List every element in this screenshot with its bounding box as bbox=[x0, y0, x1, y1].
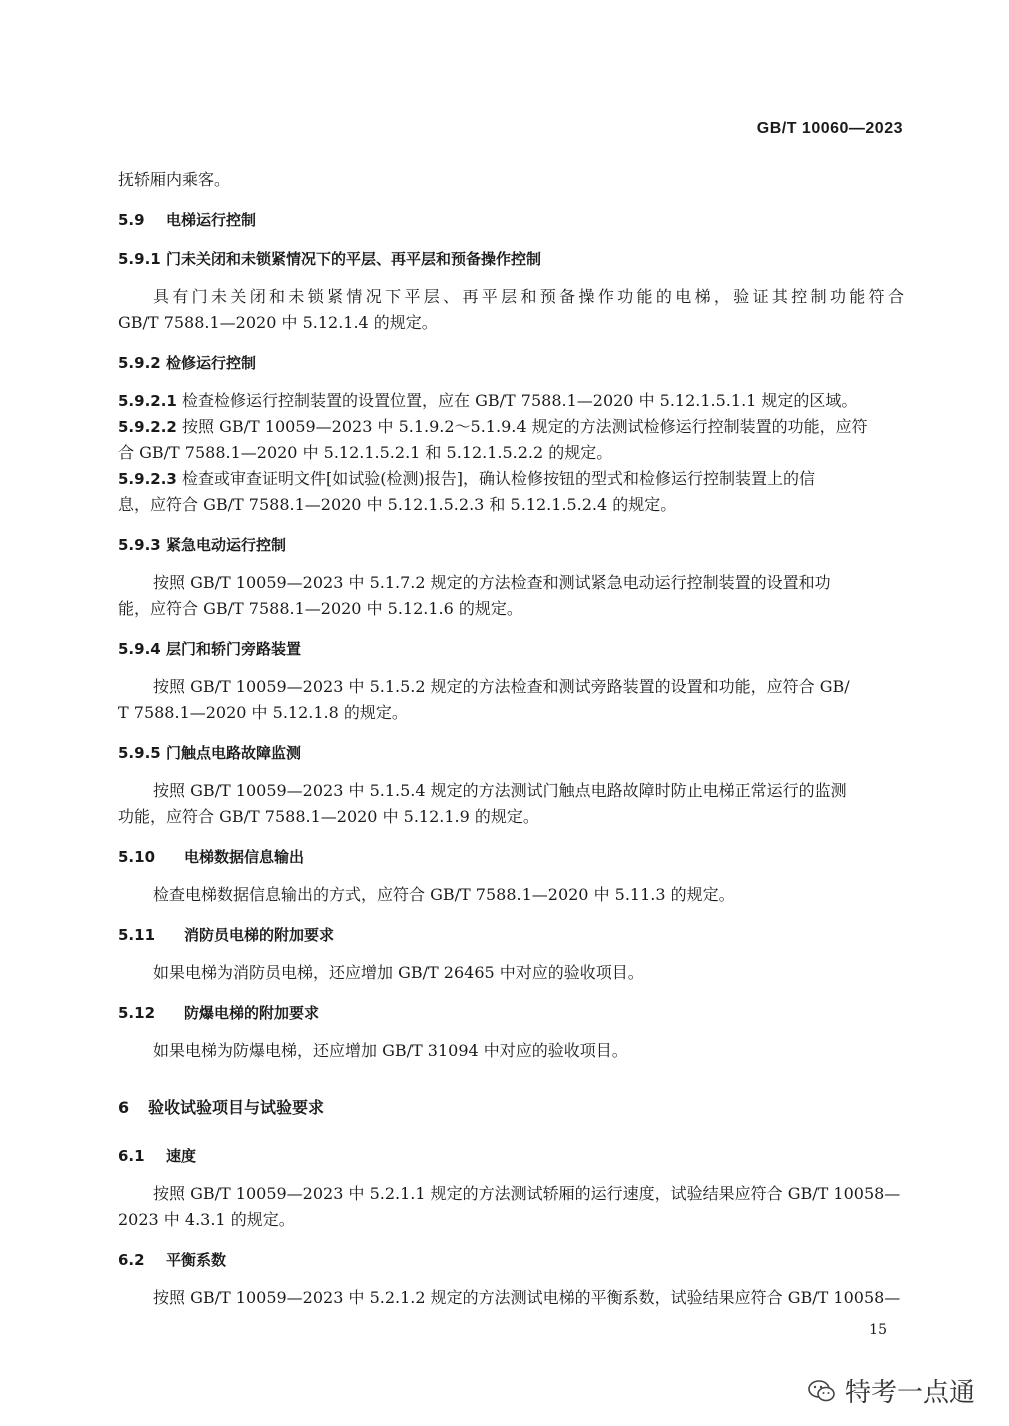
paragraph-line: 检查电梯数据信息输出的方式，应符合 GB/T 7588.1—2020 中 5.11.3 的规定。 bbox=[153, 885, 735, 904]
section-number: 5.9.5 bbox=[118, 744, 161, 762]
watermark bbox=[807, 1372, 975, 1409]
section-number: 5.9.2 bbox=[118, 354, 161, 372]
paragraph-line: 按照 GB/T 10059—2023 中 5.2.1.1 规定的方法测试轿厢的运行速度，试验结果应符合 GB/T 10058— bbox=[153, 1184, 901, 1203]
clause-number: 5.9.2.1 bbox=[118, 392, 177, 410]
paragraph-line: 按照 GB/T 10059—2023 中 5.1.5.4 规定的方法测试门触点电路故障时防止电梯正常运行的监测 bbox=[153, 781, 847, 800]
paragraph-line: 具有门未关闭和未锁紧情况下平层、再平层和预备操作功能的电梯，验证其控制功能符合 bbox=[153, 287, 904, 306]
paragraph-line: 2023 中 4.3.1 的规定。 bbox=[118, 1210, 295, 1229]
section-heading-5-9-5 bbox=[118, 742, 301, 763]
section-heading-5-11 bbox=[118, 924, 334, 945]
section-number: 6.2 bbox=[118, 1251, 145, 1269]
section-title: 速度 bbox=[166, 1147, 197, 1165]
section-title: 防爆电梯的附加要求 bbox=[184, 1004, 320, 1022]
clause-text: 检查或审查证明文件[如试验(检测)报告]，确认检修按钮的型式和检修运行控制装置上的信 bbox=[182, 469, 815, 488]
section-number: 5.9 bbox=[118, 211, 145, 229]
clause-text: 检查检修运行控制装置的设置位置，应在 GB/T 7588.1—2020 中 5.12.1.5.1.1 规定的区域。 bbox=[182, 391, 858, 410]
section-title: 门触点电路故障监测 bbox=[166, 744, 302, 762]
section-heading-5-12 bbox=[118, 1002, 319, 1023]
section-number: 6 bbox=[118, 1098, 130, 1117]
clause-5-9-2-2 bbox=[118, 417, 868, 437]
paragraph-line: 按照 GB/T 10059—2023 中 5.2.1.2 规定的方法测试电梯的平衡系数，试验结果应符合 GB/T 10058— bbox=[153, 1288, 901, 1307]
paragraph-line: 合 GB/T 7588.1—2020 中 5.12.1.5.2.1 和 5.12.1.5.2.2 的规定。 bbox=[118, 443, 613, 462]
section-title: 电梯数据信息输出 bbox=[184, 848, 305, 866]
section-number: 5.11 bbox=[118, 926, 156, 944]
section-title: 验收试验项目与试验要求 bbox=[148, 1098, 325, 1117]
paragraph-line: GB/T 7588.1—2020 中 5.12.1.4 的规定。 bbox=[118, 313, 438, 332]
section-heading-5-9-3 bbox=[118, 534, 286, 555]
paragraph-line: 功能，应符合 GB/T 7588.1—2020 中 5.12.1.9 的规定。 bbox=[118, 807, 539, 826]
section-heading-6-1 bbox=[118, 1145, 196, 1166]
standard-code: GB/T 10060—2023 bbox=[756, 120, 903, 137]
paragraph-line: T 7588.1—2020 中 5.12.1.8 的规定。 bbox=[118, 703, 408, 722]
section-title: 消防员电梯的附加要求 bbox=[184, 926, 335, 944]
clause-number: 5.9.2.2 bbox=[118, 418, 177, 436]
page-number: 15 bbox=[869, 1322, 887, 1338]
paragraph-line: 如果电梯为防爆电梯，还应增加 GB/T 31094 中对应的验收项目。 bbox=[153, 1041, 628, 1060]
paragraph-line: 如果电梯为消防员电梯，还应增加 GB/T 26465 中对应的验收项目。 bbox=[153, 963, 644, 982]
paragraph-line: 息，应符合 GB/T 7588.1—2020 中 5.12.1.5.2.3 和 5.12.1.5.2.4 的规定。 bbox=[118, 495, 677, 514]
section-number: 5.12 bbox=[118, 1004, 156, 1022]
section-heading-6 bbox=[118, 1095, 324, 1118]
section-number: 6.1 bbox=[118, 1147, 145, 1165]
clause-number: 5.9.2.3 bbox=[118, 470, 177, 488]
clause-5-9-2-3 bbox=[118, 469, 815, 489]
clause-text: 按照 GB/T 10059—2023 中 5.1.9.2～5.1.9.4 规定的方法测试检修运行控制装置的功能，应符 bbox=[182, 417, 868, 436]
clause-5-9-2-1 bbox=[118, 391, 857, 411]
paragraph-line: 按照 GB/T 10059—2023 中 5.1.5.2 规定的方法检查和测试旁路装置的设置和功能，应符合 GB/ bbox=[153, 677, 850, 696]
paragraph-line: 按照 GB/T 10059—2023 中 5.1.7.2 规定的方法检查和测试紧急电动运行控制装置的设置和功 bbox=[153, 573, 831, 592]
section-title: 平衡系数 bbox=[166, 1251, 227, 1269]
section-heading-5-9 bbox=[118, 209, 256, 230]
section-title: 门未关闭和未锁紧情况下的平层、再平层和预备操作控制 bbox=[166, 250, 542, 268]
section-title: 检修运行控制 bbox=[166, 354, 257, 372]
section-heading-5-9-1 bbox=[118, 248, 541, 269]
section-number: 5.9.3 bbox=[118, 536, 161, 554]
section-number: 5.9.4 bbox=[118, 640, 161, 658]
wechat-icon bbox=[807, 1378, 837, 1404]
section-title: 紧急电动运行控制 bbox=[166, 536, 287, 554]
section-number: 5.10 bbox=[118, 848, 156, 866]
section-heading-6-2 bbox=[118, 1249, 226, 1270]
section-title: 层门和轿门旁路装置 bbox=[166, 640, 302, 658]
paragraph-line: 抚轿厢内乘客。 bbox=[118, 170, 231, 189]
section-heading-5-10 bbox=[118, 846, 304, 867]
section-number: 5.9.1 bbox=[118, 250, 161, 268]
watermark-text: 特考一点通 bbox=[844, 1378, 975, 1408]
section-heading-5-9-4 bbox=[118, 638, 301, 659]
paragraph-line: 能，应符合 GB/T 7588.1—2020 中 5.12.1.6 的规定。 bbox=[118, 599, 523, 618]
section-title: 电梯运行控制 bbox=[166, 211, 257, 229]
section-heading-5-9-2 bbox=[118, 352, 256, 373]
